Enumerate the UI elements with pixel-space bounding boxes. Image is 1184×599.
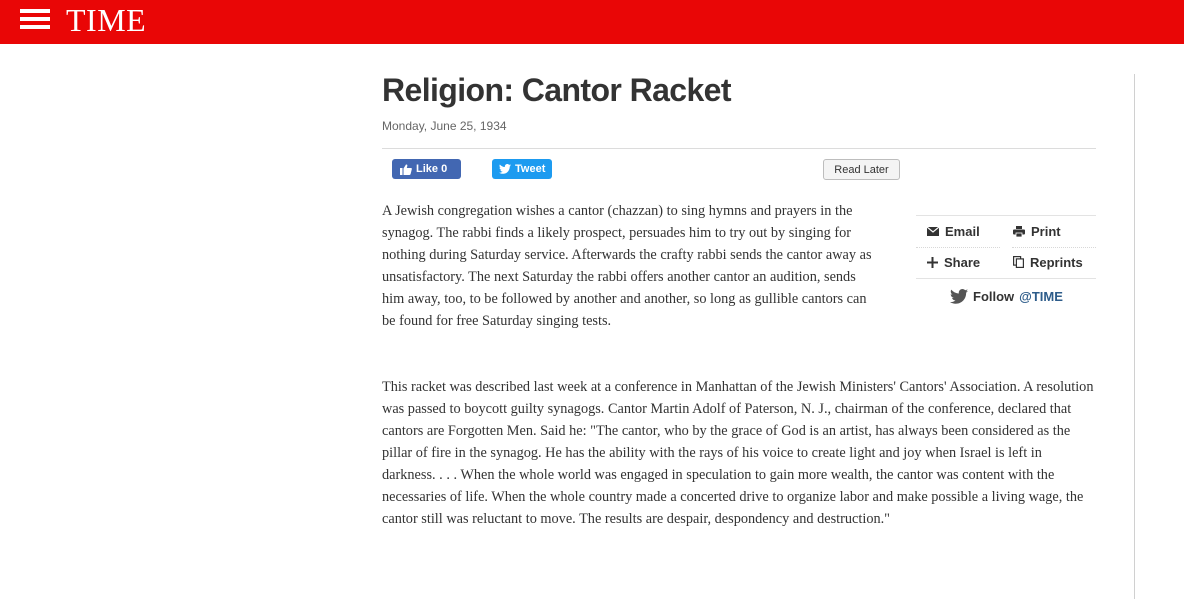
share-row-bottom: [916, 278, 1096, 279]
print-link-label: Print: [1031, 223, 1061, 239]
print-icon: [1013, 226, 1025, 237]
facebook-thumb-icon: [400, 164, 412, 175]
tweet-button-label: Tweet: [515, 163, 546, 175]
email-icon: [927, 227, 939, 236]
right-divider: [1134, 74, 1135, 599]
follow-time-link[interactable]: [950, 289, 1063, 304]
article-date: Monday, June 25, 1934: [382, 119, 507, 133]
menu-icon[interactable]: [20, 8, 50, 32]
share-link-label: Share: [944, 254, 981, 270]
read-later-button[interactable]: Read Later: [823, 159, 900, 180]
reprints-icon: [1013, 256, 1024, 268]
share-link[interactable]: [927, 247, 980, 277]
print-link[interactable]: [1013, 216, 1061, 246]
email-link[interactable]: [927, 216, 980, 246]
tweet-button[interactable]: [492, 159, 552, 179]
article-paragraph-2: This racket was described last week at a conference in Manhattan of the Jewish Ministers' Cantors' Association. A resolution was passed to boycott guilty synagogs. Cantor Martin Adolf of Paterson, N. J., chairman of the conference, declared that cantors are Forgotten Men. Said he: "The cantor, who by the grace of God is an artist, has always been considered as the pillar of fire in the synagog. He has the ability with the rays of his voice to create light and joy when Israel is left in darkness. . . . When the whole world was engaged in speculation to gain more wealth, the cantor was content with the necessaries of life. When the whole country made a concerted drive to organize labor and make possible a living wage, the cantor still was reluctant to move. The results are despair, despondency and destruction.": [382, 379, 1094, 527]
twitter-bird-icon: [499, 164, 511, 174]
email-link-label: Email: [945, 223, 980, 239]
like-button-label: Like 0: [416, 163, 448, 175]
article-title: Religion: Cantor Racket: [382, 72, 731, 108]
time-logo[interactable]: TIME: [66, 2, 147, 38]
twitter-bird-icon: [950, 289, 968, 304]
follow-handle: @TIME: [1019, 289, 1063, 304]
title-divider: [382, 148, 1096, 149]
reprints-link-label: Reprints: [1030, 254, 1083, 270]
article-paragraph-1: A Jewish congregation wishes a cantor (chazzan) to sing hymns and prayers in the synagog. The rabbi finds a likely prospect, persuades him to try out by singing for nothing during Saturday service. Afterwards the crafty rabbi sends the cantor away as unsatisfactory. The next Saturday the rabbi offers another cantor an audition, sends him away, too, to be followed by another and another, so long as gullible cantors can be found for free Saturday singing tests.: [382, 203, 872, 329]
top-bar: [0, 0, 1184, 44]
follow-label: Follow: [973, 289, 1015, 304]
plus-icon: [927, 257, 938, 268]
reprints-link[interactable]: [1013, 247, 1083, 277]
facebook-like-button[interactable]: [392, 159, 461, 179]
